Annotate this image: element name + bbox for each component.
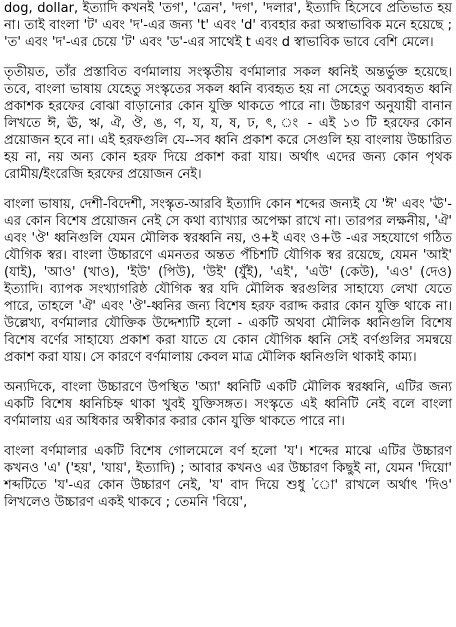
- paragraph-2: তৃতীয়ত, তাঁর প্রস্তাবিত বর্ণমালায় সংস্কৃতীয় বর্ণমালার সকল ধ্বনিই অন্তর্ভুক্ত হয়েছে। তবে, বাংলা ভাষায় যেহেতু সংস্কৃতের সকল ধ্বনি ব্যবহৃত হয় না সেহেতু অব্যবহৃত ধ্বনি প্রকাশক হরফের বোঝা বাড়ানোর কোন যুক্তি থাকতে পারে না। উচ্চারণ অনুযায়ী বানান লিখতে ঈ, ঊ, ঋ, ঐ, ঔ, ঙ, ণ, য, য, ষ, ঢ, ৎ, ং - এই ১৩ টি হরফের কোন প্রয়োজন হবে না। এই হরফগুলি যে--সব ধ্বনি প্রকাশ করে সেগুলি হয় বাংলায় উচ্চারিত হয় না, নয় অন্য কোন হরফ দিয়ে প্রকাশ করা যায়। অর্থাৎ এদের জন্য কোন পৃথক রোমীয়/ইংরেজি হরফের প্রয়োজন নেই।: [4, 65, 452, 182]
- paragraph-3: বাংলা ভাষায়, দেশী-বিদেশী, সংস্কৃত-আরবি ইত্যাদি কোন শব্দের জন্যই যে 'ঈ' এবং 'ঊ'-এর কোন বিশেষ প্রয়োজন নেই সে কথা ব্যাখ্যার অপেক্ষা রাখে না। তারপর লক্ষনীয়, 'ঐ' এবং 'ঔ' ধ্বনিগুলি যেমন মৌলিক স্বরধ্বনি নয়, ও+ই এবং ও+উ -এর সহযোগে গঠিত যৌগিক স্বর। বাংলা উচ্চারণে এমনতর অন্তত পঁচিশটি যৌগিক স্বর রয়েছে, যেমন 'আই' (যাই), 'আও' (খাও), 'ইউ' (পিউ), 'উই' (যুঁই), 'এই', 'এউ' (কেউ), 'এও' (দেও) ইত্যাদি। ব্যাপক সংখ্যাগরিষ্ঠ যৌগিক স্বর যদি মৌলিক স্বরগুলির সাহায্যে লেখা যেতে পারে, তাহলে 'ঐ' এবং 'ঔ'-ধ্বনির জন্য বিশেষ হরফ বরাদ্দ করার কোন যুক্তি থাকে না। উল্লেখ্য, বর্ণমালার যৌক্তিক উদ্দেশ্যটি হলো - একটি অথবা মৌলিক ধ্বনিগুলি বিশেষ বিশেষ বর্ণের সাহায্যে প্রকাশ করা যাতে যে কোন যৌগিক ধ্বনি সেই বর্ণগুলির সমন্বয়ে প্রকাশ করা যায়। সে কারণে বর্ণমালায় কেবল মাত্র মৌলিক ধ্বনিগুলি থাকাই কাম্য।: [4, 197, 452, 365]
- paragraph-1: dog, dollar, ইত্যাদি কখনই 'তগ', 'ত্রেন', 'দগ', 'দলার', ইত্যাদি হিসেবে প্রতিভাত হয় না। তাই বাংলা 'ট' এবং 'দ'-এর জন্য 't' এবং 'd' ব্যবহার করা অস্বাভাবিক মনে হয়েছে ; 'ত' এবং 'দ'-এর চেয়ে 'ট' এবং 'ড'-এর সাথেই t এবং d স্বাভাবিক ভাবে বেশি মেলে।: [4, 1, 452, 50]
- paragraph-5: বাংলা বর্ণমালার একটি বিশেষ গোলমেলে বর্ণ হলো 'য'। শব্দের মাঝে এটির উচ্চারণ কখনও 'এ' ('হয়', 'যায়', ইত্যাদি) ; আবার কখনও এর উচ্চারণ কিছুই না, যেমন 'দিয়ো' শব্দটিতে 'য'-এর কোন উচ্চারণ নেই, 'য' বাদ দিয়ে শুধু 'ো' রাখলে অর্থাৎ 'দিও' লিখলেও উচ্চারণ একই থাকবে ; তেমনি 'বিয়ে',: [4, 444, 452, 510]
- paragraph-4: অন্যদিকে, বাংলা উচ্চারণে উপস্থিত 'অ্যা' ধ্বনিটি একটি মৌলিক স্বরধ্বনি, এটির জন্য একটি বিশেষ ধ্বনিচিহ্ন থাকা খুবই যুক্তিসঙ্গত। সংস্কৃতে এই ধ্বনিটি নেই বলে বাংলা বর্ণমালায় এর অধিকার অস্বীকার করার কোন যুক্তি থাকতে পারে না।: [4, 380, 452, 429]
